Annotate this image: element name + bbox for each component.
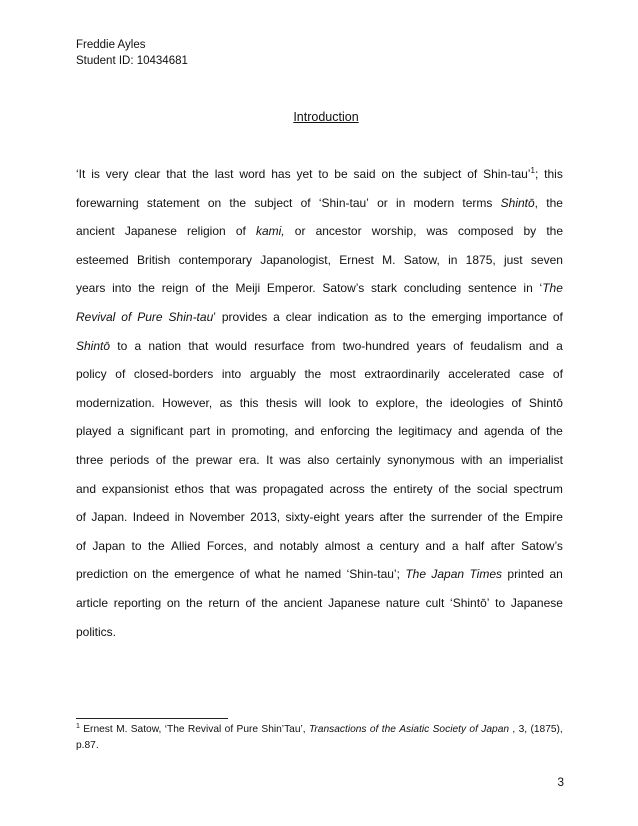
word: Pure bbox=[236, 724, 259, 735]
word: the bbox=[546, 424, 563, 439]
word: Revival bbox=[187, 724, 222, 735]
word: forewarning bbox=[76, 195, 139, 210]
word: modernization. bbox=[76, 395, 155, 410]
word: the bbox=[172, 453, 190, 467]
word: the bbox=[138, 281, 155, 296]
footnote-line-2: p.87. bbox=[76, 740, 99, 751]
word: synonymous bbox=[387, 453, 455, 467]
word: three bbox=[76, 453, 104, 467]
word: of bbox=[76, 510, 87, 525]
paragraph-line bbox=[76, 508, 563, 526]
word: the bbox=[152, 567, 169, 582]
word: Satow, bbox=[130, 724, 162, 735]
word: entirety bbox=[393, 481, 433, 496]
word: to bbox=[393, 310, 404, 324]
word: reign bbox=[161, 281, 189, 296]
word: of bbox=[469, 724, 478, 735]
word: and bbox=[425, 538, 446, 553]
word: almost bbox=[324, 538, 361, 553]
word: after bbox=[379, 510, 404, 525]
word: of bbox=[453, 338, 464, 353]
word: the bbox=[229, 195, 247, 210]
word: and bbox=[253, 538, 274, 553]
word: of bbox=[245, 596, 256, 610]
word: with bbox=[461, 453, 483, 467]
word: reporting bbox=[113, 596, 162, 610]
word: arguably bbox=[249, 367, 296, 382]
word: century bbox=[379, 538, 419, 553]
word: of bbox=[552, 310, 563, 324]
word: sixty-eight bbox=[285, 510, 340, 525]
word: resurface bbox=[254, 338, 305, 353]
paragraph-line bbox=[76, 165, 563, 183]
word: word bbox=[239, 167, 266, 181]
word: Shintō bbox=[528, 395, 563, 410]
word: the bbox=[400, 167, 418, 181]
word: of bbox=[530, 424, 541, 439]
word: of bbox=[235, 224, 246, 239]
word: M. bbox=[116, 724, 128, 735]
word: Ernest bbox=[339, 252, 374, 267]
paragraph-line bbox=[76, 279, 563, 297]
word: Shin’Tau’, bbox=[261, 724, 306, 735]
word: was bbox=[279, 453, 301, 467]
word: ‘Shin-tau’ bbox=[318, 195, 369, 210]
word: clear bbox=[285, 310, 312, 324]
word: the bbox=[408, 510, 426, 525]
section-title bbox=[0, 110, 638, 124]
word: in bbox=[523, 281, 533, 296]
word: he bbox=[285, 567, 300, 582]
word: half bbox=[464, 538, 485, 553]
word: part bbox=[189, 424, 211, 439]
word: of bbox=[369, 724, 379, 735]
word: in bbox=[448, 252, 458, 267]
word: across bbox=[329, 481, 365, 496]
word: the bbox=[375, 424, 393, 439]
word: religion bbox=[187, 224, 226, 239]
word: Ernest bbox=[83, 724, 113, 735]
word: accelerated bbox=[448, 367, 511, 382]
word: ‘It bbox=[76, 167, 86, 181]
word: the bbox=[304, 367, 322, 382]
paragraph-line bbox=[76, 537, 563, 555]
word: November bbox=[189, 510, 245, 525]
word: kami, bbox=[255, 224, 285, 239]
word: that bbox=[209, 481, 230, 496]
word: will bbox=[304, 395, 322, 410]
word: of bbox=[121, 310, 132, 324]
word: the bbox=[546, 224, 563, 239]
word: be bbox=[334, 167, 348, 181]
word: However, bbox=[162, 395, 213, 410]
word: the bbox=[381, 724, 396, 735]
paragraph-line bbox=[76, 594, 563, 612]
word: prewar bbox=[195, 453, 233, 467]
word: Pure bbox=[137, 310, 163, 324]
word: Shintō, bbox=[500, 195, 539, 210]
word: significant bbox=[130, 424, 184, 439]
word: notably bbox=[279, 538, 319, 553]
word: the bbox=[185, 596, 203, 610]
word: to bbox=[117, 338, 128, 353]
word: years bbox=[76, 281, 106, 296]
word: Satow’s bbox=[322, 281, 365, 296]
word: on bbox=[166, 596, 181, 610]
word: concluding bbox=[403, 281, 462, 296]
word: printed bbox=[507, 567, 545, 582]
word: article bbox=[76, 596, 109, 610]
word: 3, bbox=[518, 724, 528, 735]
author-name: Freddie Ayles bbox=[76, 39, 146, 51]
paragraph-line bbox=[76, 394, 563, 412]
word: and bbox=[528, 338, 549, 353]
footnote bbox=[76, 722, 563, 754]
word: to bbox=[495, 596, 506, 610]
word: ancient bbox=[76, 224, 115, 239]
word: has bbox=[271, 167, 291, 181]
word: composed bbox=[458, 224, 514, 239]
word: the bbox=[147, 538, 165, 553]
word: indication bbox=[317, 310, 369, 324]
word: 2013, bbox=[250, 510, 281, 525]
word: of bbox=[487, 510, 498, 525]
word: expansionist bbox=[101, 481, 169, 496]
word: and bbox=[457, 424, 478, 439]
word: in bbox=[174, 510, 185, 525]
word bbox=[76, 722, 80, 738]
word: as bbox=[374, 310, 388, 324]
word: is bbox=[91, 167, 100, 181]
paragraph-line bbox=[76, 251, 563, 269]
word: case bbox=[518, 367, 545, 382]
word: Satow’s bbox=[521, 538, 563, 553]
word: M. bbox=[382, 252, 396, 267]
section-title-text: Introduction bbox=[293, 110, 359, 124]
word: look bbox=[328, 395, 351, 410]
word: Japanese bbox=[124, 224, 177, 239]
word: Shin-tau’$^1$; bbox=[483, 166, 539, 181]
word: yet bbox=[296, 167, 313, 181]
word: closed-borders bbox=[133, 367, 214, 382]
page-header bbox=[76, 37, 188, 69]
word: subject bbox=[423, 167, 462, 181]
word: Shintō bbox=[76, 338, 111, 353]
word: importance bbox=[487, 310, 547, 324]
word: played bbox=[76, 424, 112, 439]
word: extraordinarily bbox=[364, 367, 440, 382]
paragraph-line bbox=[76, 480, 563, 498]
word: imperialist bbox=[508, 453, 563, 467]
word: the bbox=[212, 281, 229, 296]
word: nation bbox=[148, 338, 182, 353]
word: a bbox=[117, 424, 125, 439]
paragraph-line bbox=[76, 222, 563, 240]
word: was bbox=[426, 224, 448, 239]
word: subject bbox=[254, 195, 293, 210]
word: emergence bbox=[174, 567, 235, 582]
word: years bbox=[344, 510, 375, 525]
paragraph-line bbox=[76, 365, 563, 383]
word: Times bbox=[469, 567, 503, 582]
word: of bbox=[155, 453, 166, 467]
word: the bbox=[454, 481, 472, 496]
word: Satow, bbox=[403, 252, 440, 267]
word: from bbox=[311, 338, 336, 353]
word: in bbox=[216, 424, 226, 439]
word: this bbox=[544, 167, 563, 181]
word: cult bbox=[425, 596, 445, 610]
word: thesis bbox=[265, 395, 298, 410]
word: that bbox=[188, 338, 209, 353]
word: worship, bbox=[371, 224, 417, 239]
word: Asiatic bbox=[399, 724, 430, 735]
word: propagated bbox=[262, 481, 324, 496]
word: surrender bbox=[430, 510, 483, 525]
word: of bbox=[438, 481, 449, 496]
word: Shin-tau’ bbox=[168, 310, 216, 324]
word: Japanese bbox=[510, 596, 563, 610]
word: ancient bbox=[283, 596, 323, 610]
word: ideologies bbox=[449, 395, 504, 410]
word: Revival bbox=[76, 310, 116, 324]
word: (1875), bbox=[530, 724, 563, 735]
word: would bbox=[215, 338, 247, 353]
page-number: 3 bbox=[557, 775, 564, 789]
word: ‘Shin-tau’; bbox=[346, 567, 400, 582]
word: years bbox=[416, 338, 446, 353]
paragraph-line bbox=[76, 451, 563, 469]
word: ancestor bbox=[315, 224, 362, 239]
word: of bbox=[552, 367, 563, 382]
word: policy bbox=[76, 367, 107, 382]
word: the bbox=[192, 167, 209, 181]
word: nature bbox=[385, 596, 420, 610]
word: this bbox=[239, 395, 259, 410]
word: contemporary bbox=[178, 252, 252, 267]
word: Japanologist, bbox=[260, 252, 331, 267]
word: as bbox=[219, 395, 233, 410]
word: social bbox=[476, 481, 508, 496]
word: provides bbox=[221, 310, 268, 324]
word: certainly bbox=[335, 453, 381, 467]
word: periods bbox=[109, 453, 150, 467]
word: sentence bbox=[467, 281, 517, 296]
word: Society bbox=[432, 724, 467, 735]
word: also bbox=[307, 453, 330, 467]
word: what bbox=[255, 567, 281, 582]
word: most bbox=[329, 367, 356, 382]
word: It bbox=[266, 453, 273, 467]
footnote-line-1 bbox=[76, 722, 563, 738]
word: of bbox=[467, 167, 478, 181]
word: , bbox=[512, 724, 516, 735]
word: feudalism bbox=[470, 338, 522, 353]
student-id: Student ID: 10434681 bbox=[76, 55, 188, 67]
word: of bbox=[300, 195, 311, 210]
paragraph-line bbox=[76, 565, 563, 583]
word: last bbox=[214, 167, 234, 181]
word: after bbox=[490, 538, 515, 553]
word: enforcing bbox=[320, 424, 370, 439]
word: Forces, bbox=[206, 538, 247, 553]
word: spectrum bbox=[513, 481, 563, 496]
word: terms bbox=[462, 195, 493, 210]
word: the bbox=[546, 195, 563, 210]
word: Transactions bbox=[308, 724, 367, 735]
word: of bbox=[115, 367, 126, 382]
word: by bbox=[523, 224, 537, 239]
word: return bbox=[208, 596, 240, 610]
word: a bbox=[451, 538, 459, 553]
word: and bbox=[294, 424, 315, 439]
word: legitimacy bbox=[398, 424, 452, 439]
word: the bbox=[408, 310, 426, 324]
word: two-hundred bbox=[342, 338, 410, 353]
word: to bbox=[358, 395, 369, 410]
word: to bbox=[131, 538, 142, 553]
word: on bbox=[207, 195, 222, 210]
word: of bbox=[76, 538, 87, 553]
word: esteemed bbox=[76, 252, 129, 267]
text-run: politics. bbox=[76, 624, 117, 639]
word: very bbox=[105, 167, 129, 181]
word: Empire bbox=[524, 510, 563, 525]
word: ethos bbox=[174, 481, 204, 496]
word: British bbox=[136, 252, 171, 267]
word: seven bbox=[530, 252, 563, 267]
word: of bbox=[195, 281, 206, 296]
footnote-separator bbox=[76, 718, 228, 719]
word: Emperor. bbox=[266, 281, 316, 296]
word: emerging bbox=[431, 310, 482, 324]
word: explore, bbox=[375, 395, 419, 410]
word: promoting, bbox=[231, 424, 289, 439]
word: a bbox=[366, 538, 374, 553]
word: Japanese bbox=[328, 596, 381, 610]
word: stark bbox=[370, 281, 397, 296]
word: in bbox=[395, 195, 406, 210]
word: era. bbox=[238, 453, 260, 467]
word: Japan bbox=[481, 724, 510, 735]
word: that bbox=[166, 167, 187, 181]
word: was bbox=[235, 481, 257, 496]
word: the bbox=[502, 510, 520, 525]
word: or bbox=[377, 195, 388, 210]
word: 1875, bbox=[465, 252, 496, 267]
word: a bbox=[273, 310, 280, 324]
word: said bbox=[353, 167, 376, 181]
word: into bbox=[112, 281, 132, 296]
word: clear bbox=[134, 167, 161, 181]
word: modern bbox=[413, 195, 455, 210]
word: ‘The bbox=[164, 724, 185, 735]
paragraph-line bbox=[76, 337, 563, 355]
word: prediction bbox=[76, 567, 129, 582]
word: the bbox=[261, 596, 278, 610]
word: a bbox=[134, 338, 142, 353]
word: Indeed bbox=[132, 510, 170, 525]
word: statement bbox=[146, 195, 200, 210]
word: or bbox=[294, 224, 306, 239]
word: of bbox=[224, 724, 234, 735]
word: Japan bbox=[92, 538, 126, 553]
word: just bbox=[503, 252, 523, 267]
word: Allied bbox=[171, 538, 201, 553]
paragraph-line bbox=[76, 422, 563, 440]
word: Japan bbox=[431, 567, 465, 582]
word: on bbox=[133, 567, 147, 582]
word: the bbox=[425, 395, 443, 410]
word: and bbox=[76, 481, 97, 496]
word: into bbox=[221, 367, 242, 382]
word: agenda bbox=[484, 424, 525, 439]
word: Meiji bbox=[235, 281, 261, 296]
word: of bbox=[239, 567, 250, 582]
paragraph-line bbox=[76, 308, 563, 326]
word: ‘The bbox=[539, 281, 563, 296]
word: of bbox=[511, 395, 522, 410]
word: ‘Shintō’ bbox=[450, 596, 490, 610]
word: on bbox=[381, 167, 395, 181]
word: named bbox=[304, 567, 342, 582]
word: an bbox=[549, 567, 563, 582]
word: Japan. bbox=[91, 510, 128, 525]
word: the bbox=[370, 481, 388, 496]
word: The bbox=[405, 567, 426, 582]
footnote-number: 1 bbox=[76, 723, 80, 730]
paragraph-line bbox=[76, 623, 563, 641]
word: to bbox=[318, 167, 329, 181]
word: a bbox=[556, 338, 563, 353]
word: an bbox=[488, 453, 503, 467]
paragraph-line bbox=[76, 194, 563, 212]
